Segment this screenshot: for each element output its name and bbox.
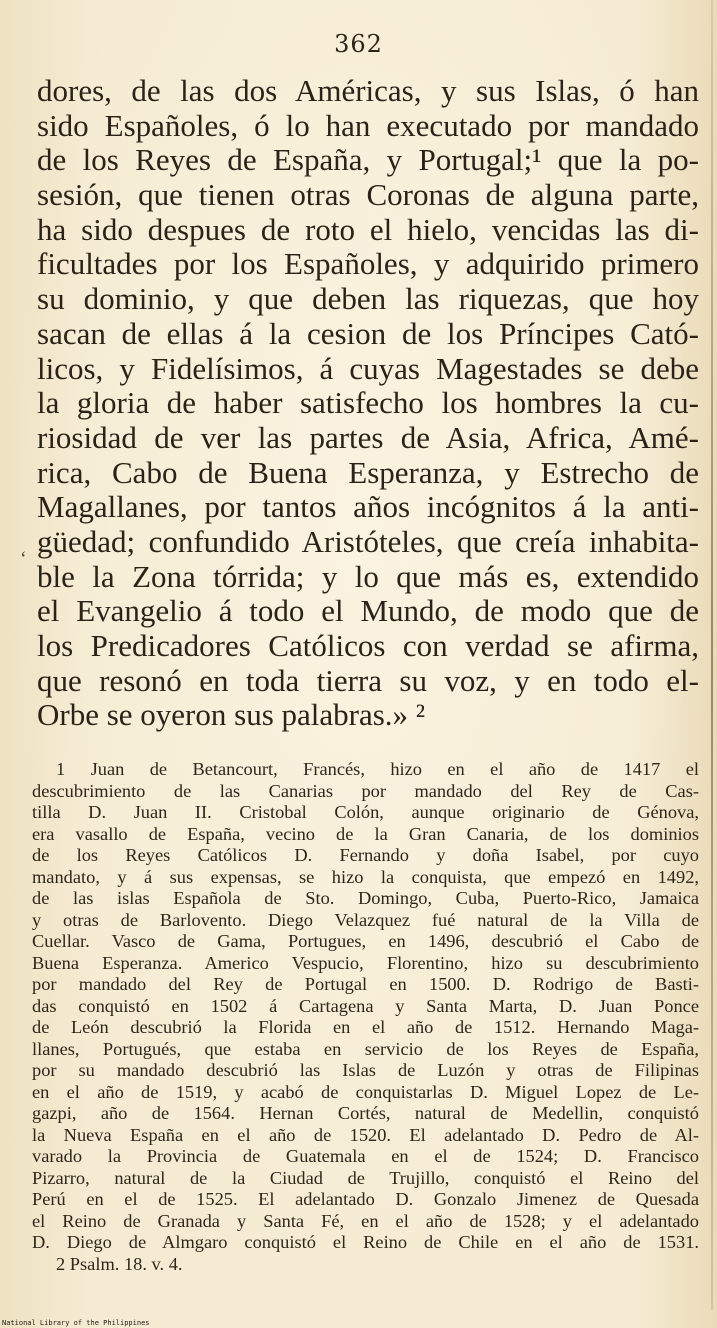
footnote-line: Cuellar. Vasco de Gama, Portugues, en 1496, descubrió el Cabo de — [32, 931, 699, 951]
body-line: que resonó en toda tierra su voz, y en todo el- — [37, 662, 699, 698]
body-line: sesión, que tienen otras Coronas de alguna parte, — [37, 177, 699, 213]
footnote-line: y otras de Barlovento. Diego Velazquez fué natural de la Villa de — [32, 909, 699, 930]
footnote-line: el Reino de Granada y Santa Fé, en el año de 1528; y el adelantado — [32, 1210, 699, 1231]
body-line: rica, Cabo de Buena Esperanza, y Estrecho de — [37, 454, 699, 490]
footnote-line: era vasallo de España, vecino de la Gran Canaria, de los dominios — [32, 823, 699, 844]
body-line: ble la Zona tórrida; y lo que más es, extendido — [37, 558, 699, 594]
body-line: dores, de las dos Américas, y sus Islas, ó han — [37, 73, 699, 108]
page-number: 362 — [334, 30, 383, 58]
footnote-line: Buena Esperanza. Americo Vespucio, Florentino, hizo su descubrimiento — [32, 952, 699, 973]
margin-mark: ‘ — [20, 548, 27, 570]
footnote-line: tilla D. Juan II. Cristobal Colón, aunque originario de Génova, — [32, 802, 699, 822]
footnote-line: la Nueva España en el año de 1520. El adelantado D. Pedro de Al- — [32, 1124, 699, 1145]
footnotes — [32, 759, 699, 1275]
footnote-line: Pizarro, natural de la Ciudad de Trujillo, conquistó el Reino del — [32, 1167, 699, 1188]
footnote-line: gazpi, año de 1564. Hernan Cortés, natural de Medellin, conquistó — [32, 1103, 699, 1123]
body-line: licos, y Fidelísimos, á cuyas Magestades se debe — [37, 350, 699, 386]
body-line: ha sido despues de roto el hielo, vencidas las di- — [37, 211, 699, 247]
footnote-line: 1 Juan de Betancourt, Francés, hizo en el año de 1417 el — [56, 759, 699, 779]
body-text — [37, 74, 699, 733]
footnote-line: de los Reyes Católicos D. Fernando y doña Isabel, por cuyo — [32, 845, 699, 865]
footnote-line: en el año de 1519, y acabó de conquistarlas D. Miguel Lopez de Le- — [32, 1081, 699, 1102]
footnote-line: D. Diego de Almgaro conquistó el Reino de Chile en el año de 1531. — [32, 1232, 699, 1252]
footnote-line: Perú en el de 1525. El adelantado D. Gonzalo Jimenez de Quesada — [32, 1189, 699, 1209]
body-line: Magallanes, por tantos años incógnitos á la anti- — [37, 489, 699, 525]
footnote-line: das conquistó en 1502 á Cartagena y Santa Marta, D. Juan Ponce — [32, 995, 699, 1016]
footnote-line: de León descubrió la Florida en el año de 1512. Hernando Maga- — [32, 1017, 699, 1037]
footnote-line: por su mandado descubrió las Islas de Luzón y otras de Filipinas — [32, 1060, 699, 1080]
page-edge-rule — [711, 0, 713, 1310]
body-line: de los Reyes de España, y Portugal;¹ que la po- — [37, 142, 699, 178]
footnote-line: de las islas Española de Sto. Domingo, Cuba, Puerto-Rico, Jamaica — [32, 888, 699, 908]
body-line: güedad; confundido Aristóteles, que creía inhabita- — [37, 523, 699, 559]
footnote-line: descubrimiento de las Canarias por mandado del Rey de Cas- — [32, 780, 699, 801]
body-line: sido Españoles, ó lo han executado por mandado — [37, 107, 699, 143]
footnote-line: varado la Provincia de Guatemala en el de 1524; D. Francisco — [32, 1146, 699, 1166]
body-line: el Evangelio á todo el Mundo, de modo que de — [37, 593, 699, 629]
body-line: sacan de ellas á la cesion de los Príncipes Cató- — [37, 315, 699, 351]
footnote-line: 2 Psalm. 18. v. 4. — [56, 1253, 183, 1274]
body-line: Orbe se oyeron sus palabras.» ² — [37, 697, 426, 733]
body-line: la gloria de haber satisfecho los hombres la cu- — [37, 385, 699, 421]
body-line: riosidad de ver las partes de Asia, Africa, Amé- — [37, 419, 699, 455]
footnote-line: por mandado del Rey de Portugal en 1500. D. Rodrigo de Basti- — [32, 974, 699, 994]
body-line: su dominio, y que deben las riquezas, que hoy — [37, 281, 699, 317]
footnote-line: llanes, Portugués, que estaba en servicio de los Reyes de España, — [32, 1038, 699, 1059]
footnote-line: mandato, y á sus expensas, se hizo la conquista, que empezó en 1492, — [32, 866, 699, 887]
library-credit: National Library of the Philippines — [2, 1319, 150, 1327]
body-line: ficultades por los Españoles, y adquirido primero — [37, 246, 699, 282]
body-line: los Predicadores Católicos con verdad se afirma, — [37, 628, 699, 663]
